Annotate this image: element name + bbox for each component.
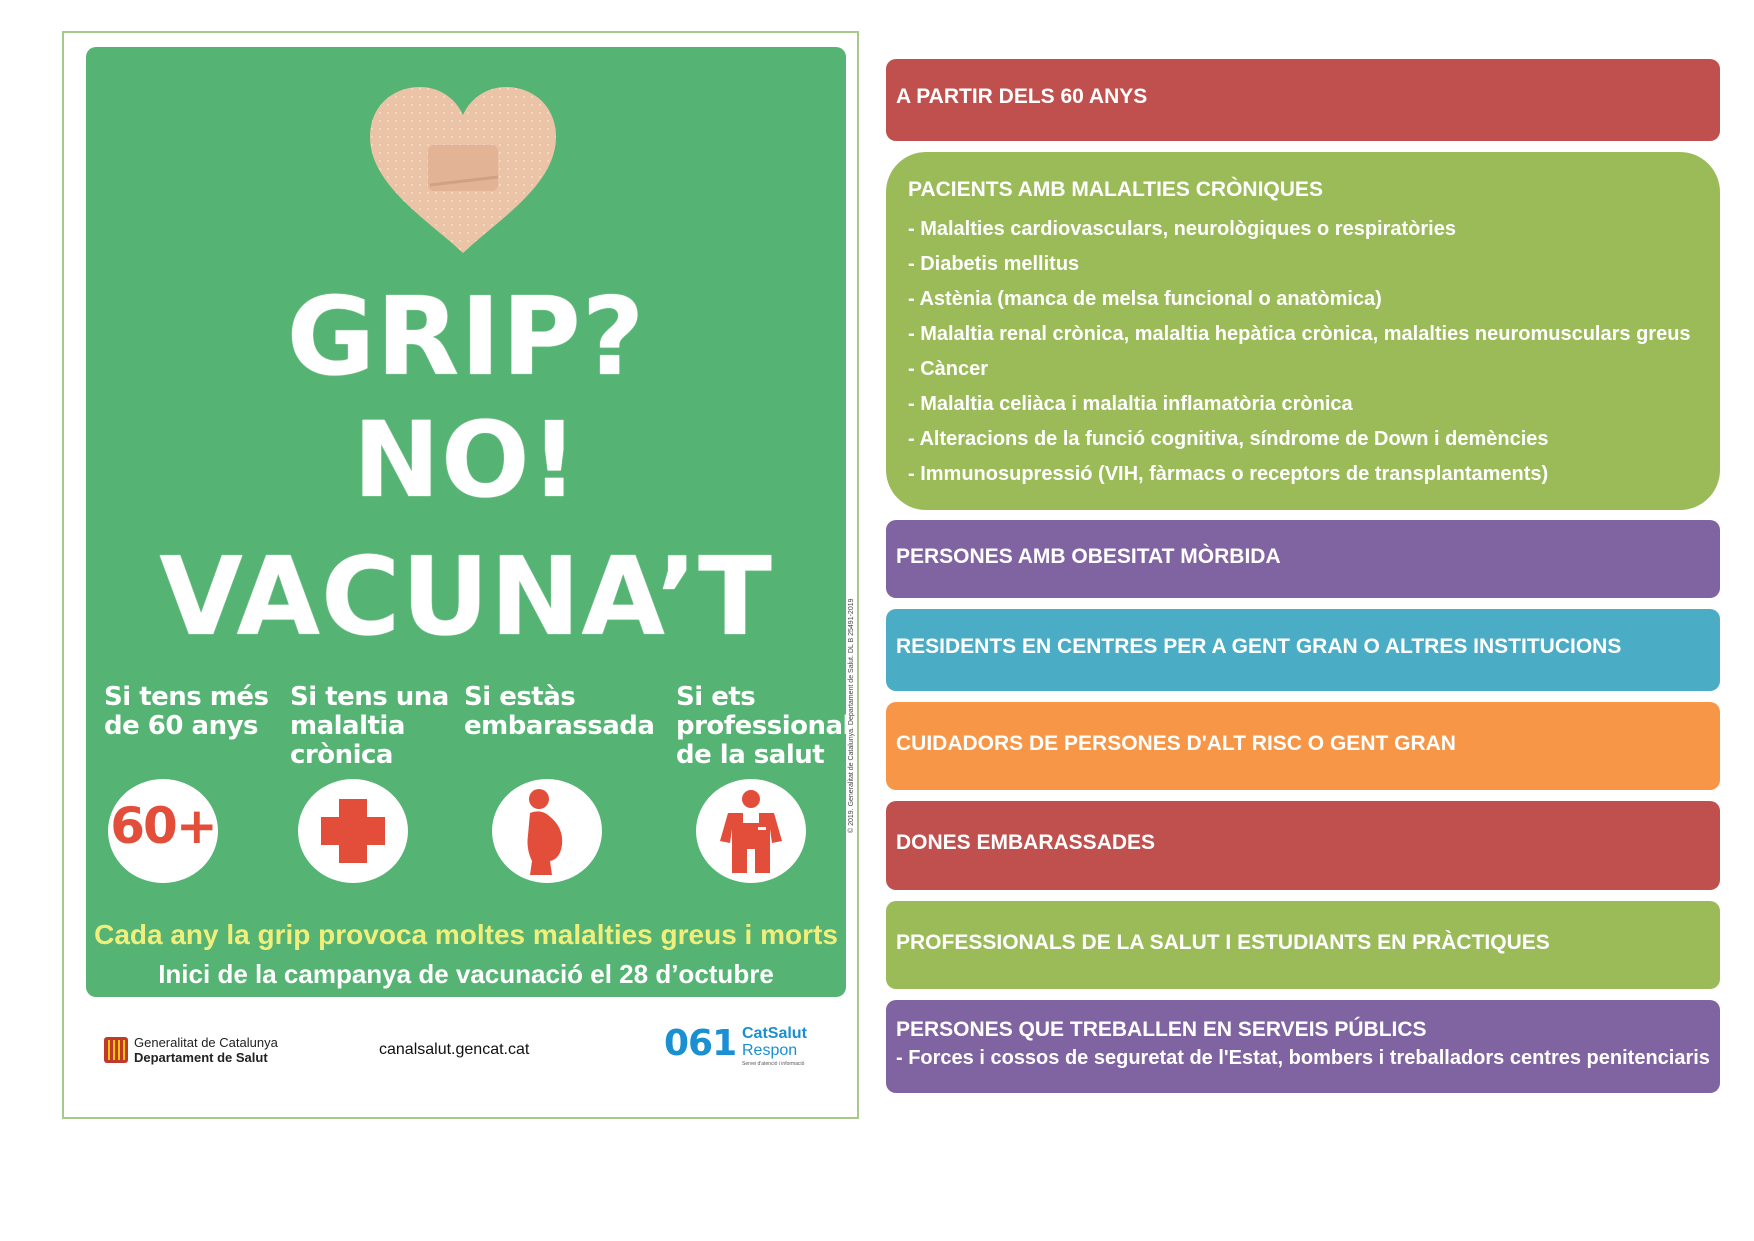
group-title: DONES EMBARASSADES: [896, 831, 1156, 854]
group-public-service-workers: [886, 1000, 1720, 1093]
group-caregivers: [886, 702, 1720, 790]
list-item: - Malaltia celiàca i malaltia inflamatòria crònica: [908, 393, 1353, 415]
generalitat-logo-icon: [104, 1037, 128, 1063]
poster-panel: [86, 47, 851, 997]
catsalut-brand: CatSalut: [742, 1025, 807, 1042]
respon-brand: Respon: [742, 1042, 798, 1059]
generalitat-line: Generalitat de Catalunya: [134, 1035, 278, 1050]
group-subtitle: - Forces i cossos de seguretat de l'Estat, bombers i treballadors centres penitenciaris: [896, 1047, 1710, 1069]
list-item: - Malaltia renal crònica, malaltia hepàtica crònica, malalties neuromusculars greus: [908, 323, 1691, 345]
group-label-health-professional: Si ets professional de la salut: [676, 682, 851, 770]
department-line: Departament de Salut: [134, 1050, 268, 1065]
chronic-conditions-list: [908, 212, 1691, 492]
group-title: RESIDENTS EN CENTRES PER A GENT GRAN O ALTRES INSTITUCIONS: [896, 635, 1622, 658]
group-label-pregnant: Si estàs embarassada: [464, 682, 655, 741]
catsalut-respon-logo: [664, 1023, 834, 1077]
list-item: - Alteracions de la funció cognitiva, síndrome de Down i demències: [908, 428, 1549, 450]
vaccination-poster: [62, 31, 859, 1119]
list-item: - Càncer: [908, 358, 989, 380]
tagline-campaign-start: Inici de la campanya de vacunació el 28 d’octubre: [158, 959, 774, 989]
headline-vacunat: VACUNA’T: [159, 535, 773, 660]
phone-061: 061: [664, 1023, 737, 1064]
list-item: - Diabetis mellitus: [908, 253, 1080, 275]
group-label-chronic: Si tens una malaltia crònica: [290, 682, 449, 770]
group-title: PERSONES AMB OBESITAT MÒRBIDA: [896, 545, 1281, 568]
medical-cross-icon: [298, 779, 408, 883]
group-label-age: Si tens més de 60 anys: [104, 682, 269, 741]
pregnant-woman-icon: [492, 779, 602, 883]
website-link[interactable]: canalsalut.gencat.cat: [379, 1041, 530, 1058]
list-item: - Astènia (manca de melsa funcional o anatòmica): [908, 288, 1382, 310]
group-morbid-obesity: [886, 520, 1720, 598]
group-chronic-patients: [886, 152, 1720, 510]
group-title: PERSONES QUE TREBALLEN EN SERVEIS PÚBLICS: [896, 1018, 1427, 1041]
group-title: CUIDADORS DE PERSONES D'ALT RISC O GENT GRAN: [896, 732, 1456, 755]
group-title: PROFESSIONALS DE LA SALUT I ESTUDIANTS EN PRÀCTIQUES: [896, 931, 1550, 954]
group-care-residents: [886, 609, 1720, 691]
group-health-professionals: [886, 901, 1720, 989]
group-over-60: [886, 59, 1720, 141]
respon-subtitle: Servei d'atenció i informació: [742, 1061, 805, 1067]
headline-grip: GRIP?: [286, 275, 646, 400]
group-title: PACIENTS AMB MALALTIES CRÒNIQUES: [908, 178, 1323, 201]
age-60-plus-icon: [108, 779, 218, 883]
health-professional-icon: [696, 779, 806, 883]
headline-no: NO!: [353, 399, 579, 521]
list-item: - Immunosupressió (VIH, fàrmacs o receptors de transplantaments): [908, 463, 1549, 485]
copyright-note: © 2019. Generalitat de Catalunya. Departament de Salut. DL B 25491-2019: [848, 598, 855, 833]
generalitat-name: [134, 1035, 278, 1065]
tagline-warning: Cada any la grip provoca moltes malalties greus i morts: [94, 919, 838, 950]
heart-bandage-icon: [368, 85, 558, 255]
list-item: - Malalties cardiovasculars, neurològiques o respiratòries: [908, 218, 1456, 240]
group-title: A PARTIR DELS 60 ANYS: [896, 85, 1148, 108]
group-pregnant-women: [886, 801, 1720, 890]
age-icon-text: 60+: [110, 797, 216, 855]
